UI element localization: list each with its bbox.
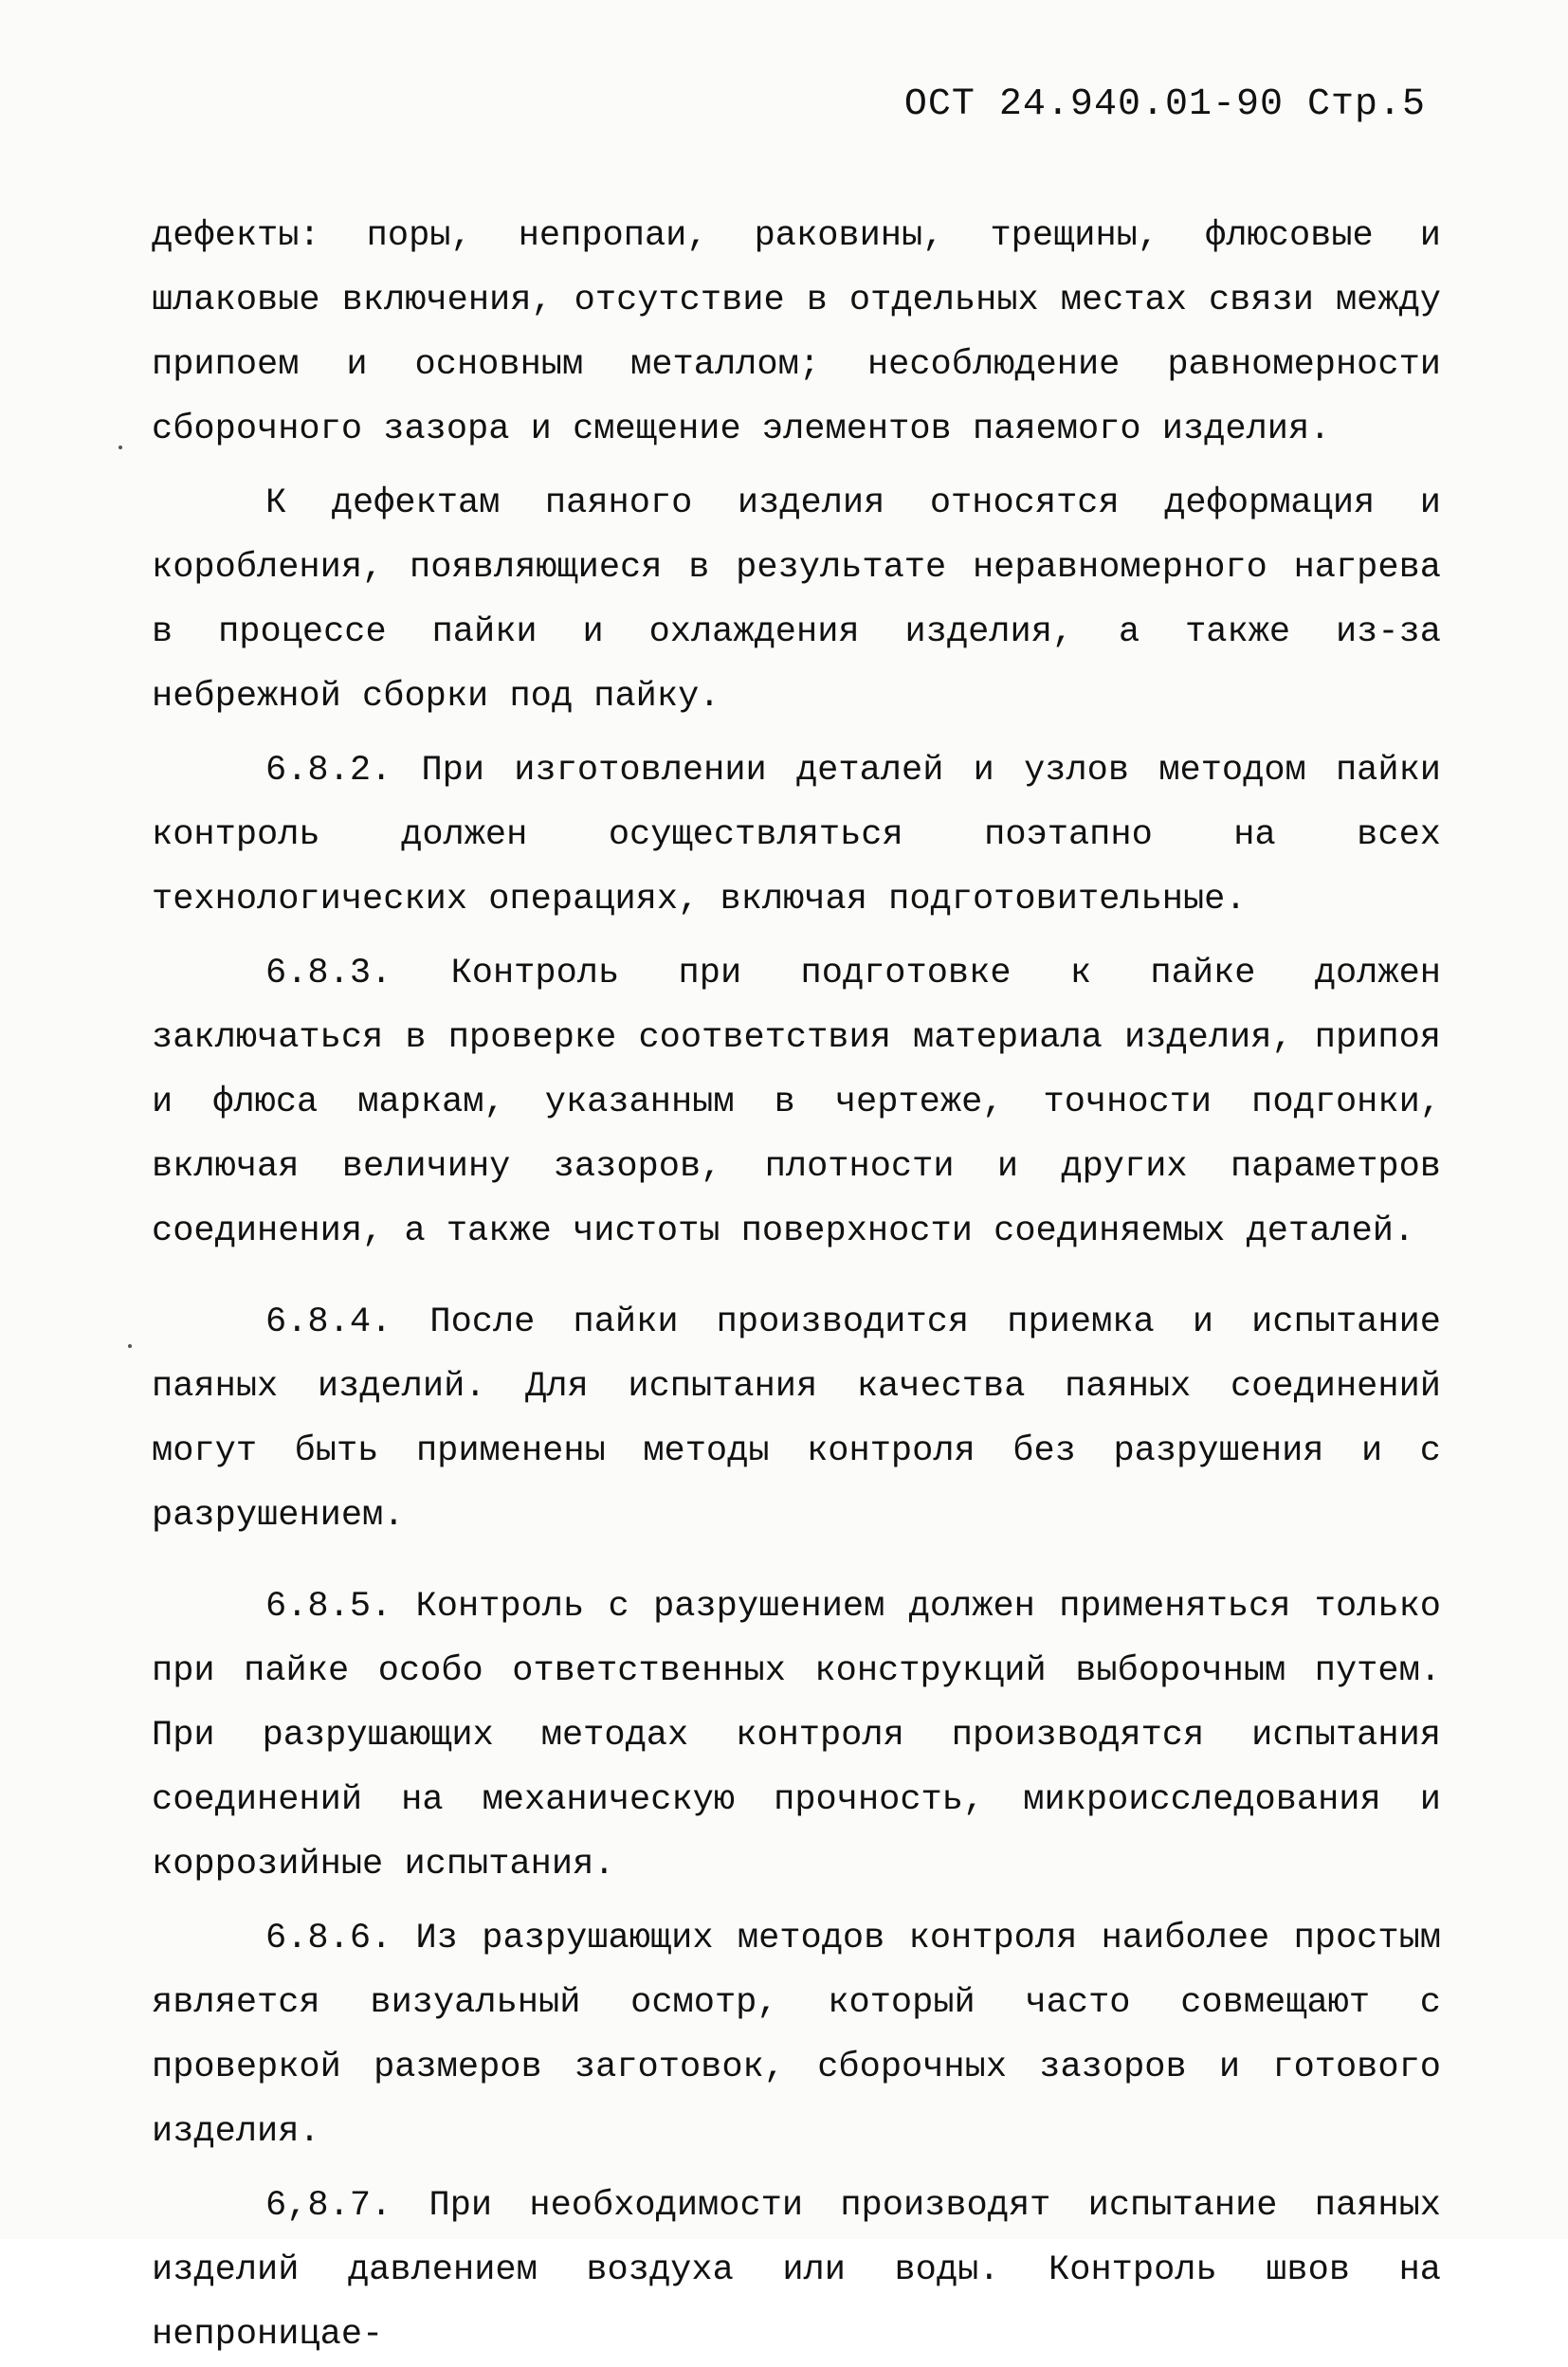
scan-speck: [128, 1344, 132, 1348]
paragraph-defects-of-product: К дефектам паяного изделия относятся деформация и коробления, появляющиеся в результате неравномерного нагрева в процессе пайки и охлаждения изделия, а также из-за небрежной сборки под пайку.: [152, 483, 1441, 717]
paragraph-6-8-2: 6.8.2. При изготовлении деталей и узлов методом пайки контроль должен осуществляться поэтапно на всех технологических операциях, включая подготовительные.: [152, 751, 1441, 919]
paragraph-6-8-6: 6.8.6. Из разрушающих методов контроля наиболее простым является визуальный осмотр, который часто совмещают с проверкой размеров заготовок, сборочных зазоров и готового изделия.: [152, 1919, 1441, 2152]
paragraph-6-8-5: 6.8.5. Контроль с разрушением должен применяться только при пайке особо ответственных конструкций выборочным путем. При разрушающих методах контроля производятся испытания соединений на механическую прочность, микроисследования и коррозийные испытания.: [152, 1587, 1441, 1884]
paragraph-6-8-4: 6.8.4. После пайки производится приемка и испытание паяных изделий. Для испытания качества паяных соединений могут быть применены методы контроля без разрушения и с разрушением.: [152, 1302, 1441, 1536]
page-header: ОСТ 24.940.01-90 Стр.5: [903, 83, 1426, 126]
paragraph-6-8-3: 6.8.3. Контроль при подготовке к пайке должен заключаться в проверке соответствия материала изделия, припоя и флюса маркам, указанным в чертеже, точности подгонки, включая величину зазоров, плотности и других параметров соединения, а также чистоты поверхности соединяемых деталей.: [152, 954, 1441, 1251]
paragraph-defects-list: дефекты: поры, непропаи, раковины, трещины, флюсовые и шлаковые включения, отсутствие в отдельных местах связи между припоем и основным металлом; несоблюдение равномерности сборочного зазора и смещение элементов паяемого изделия.: [152, 216, 1441, 449]
scan-speck: [119, 446, 122, 449]
body-text: [152, 204, 1441, 2367]
paragraph-6-8-7: 6,8.7. При необходимости производят испытание паяных изделий давлением воздуха или воды. Контроль швов на непроницае-: [152, 2186, 1441, 2355]
